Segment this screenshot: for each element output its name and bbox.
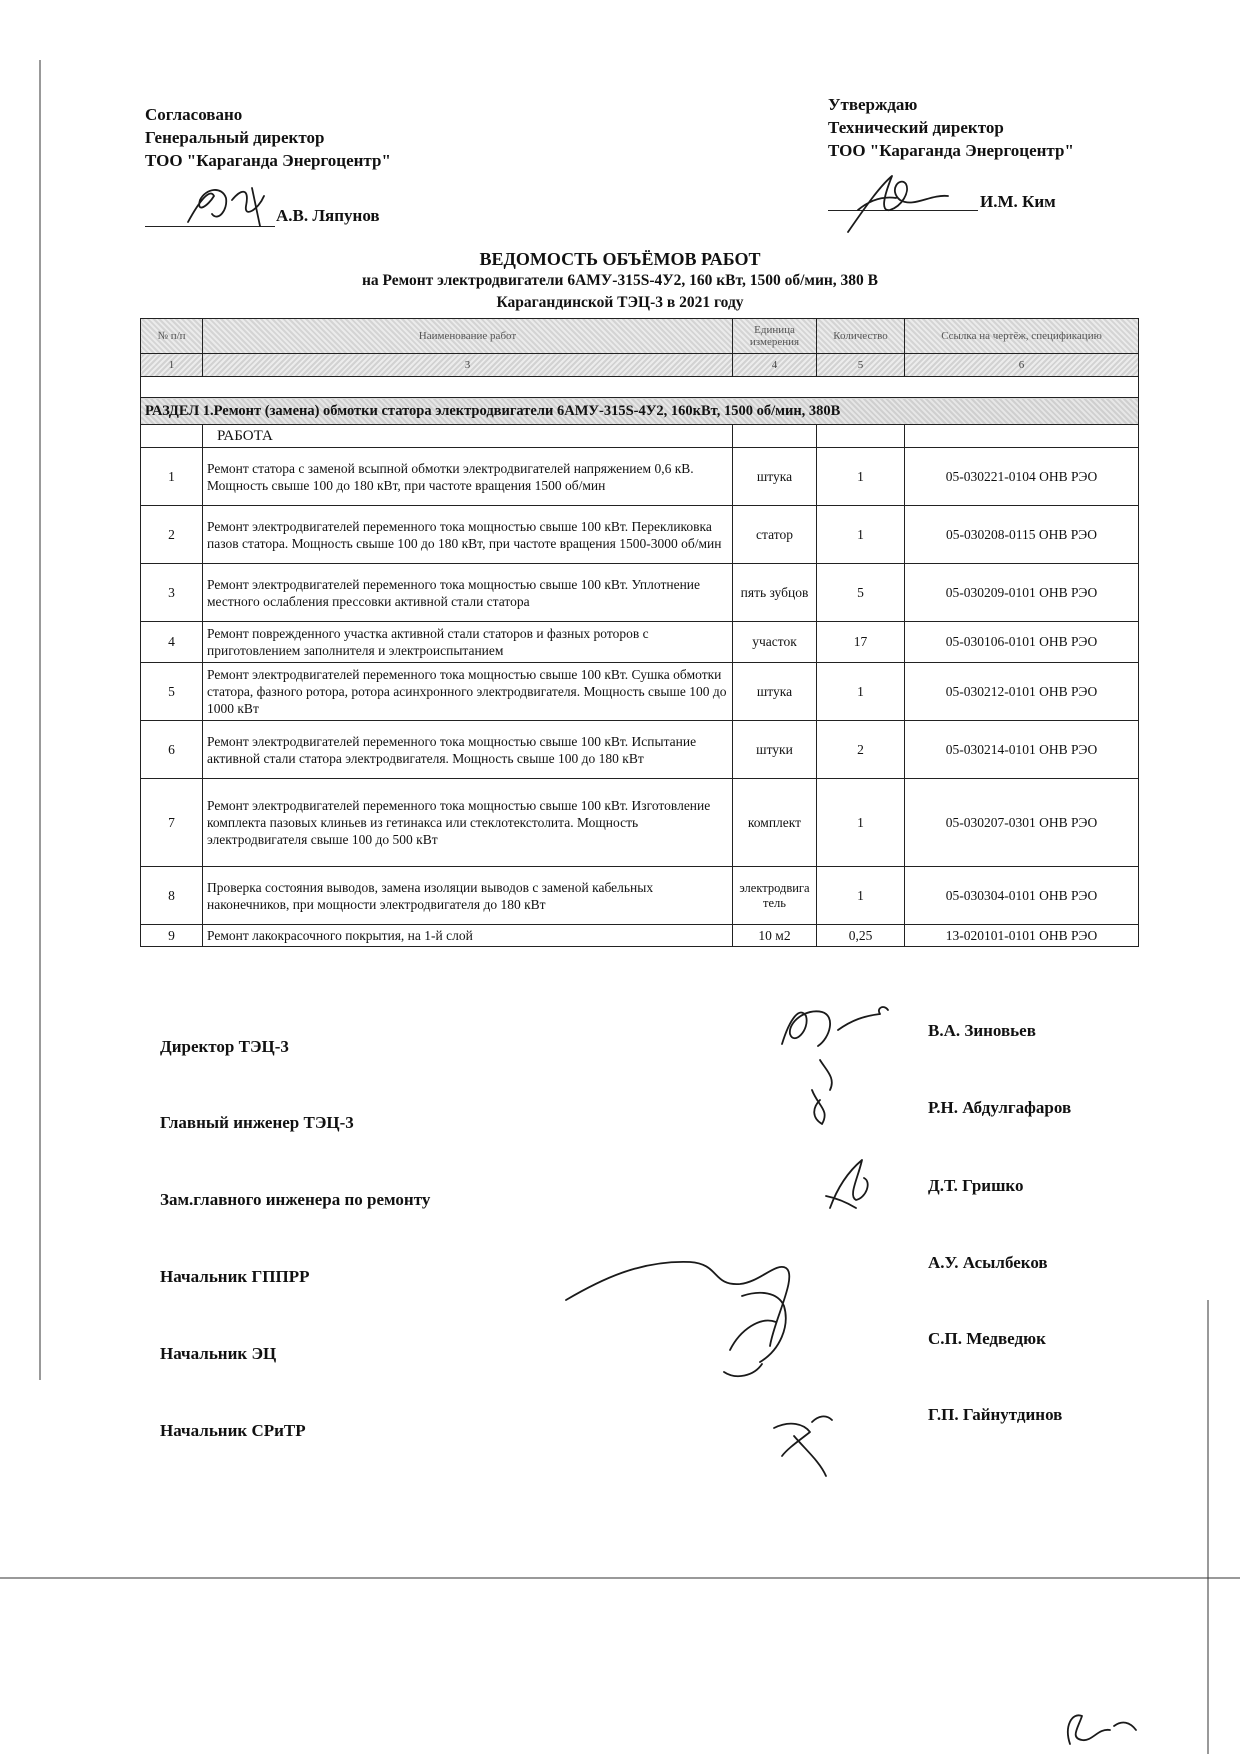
row-ref: 05-030208-0115 ОНВ РЭО <box>905 506 1139 564</box>
colnum-5: 5 <box>817 354 905 377</box>
header-num: № п/п <box>141 319 203 354</box>
document-subtitle-2: Карагандинской ТЭЦ-3 в 2021 году <box>496 294 744 311</box>
row-num: 5 <box>141 663 203 721</box>
approval-right-signer: И.М. Ким <box>980 192 1056 211</box>
row-qty: 1 <box>817 779 905 867</box>
approval-right-line1: Утверждаю <box>828 95 918 114</box>
approval-left-line1: Согласовано <box>145 105 243 124</box>
signature-kim <box>848 176 948 232</box>
signatory-position-5: Начальник ЭЦ <box>160 1344 277 1363</box>
signatory-position-4: Начальник ГППРР <box>160 1267 310 1286</box>
row-qty: 1 <box>817 663 905 721</box>
section-title: РАЗДЕЛ 1.Ремонт (замена) обмотки статора электродвигатели 6АМУ-315S-4У2, 160кВт, 1500 об/мин, 380В <box>141 398 1139 425</box>
header-name: Наименование работ <box>203 319 733 354</box>
signatory-name-1: В.А. Зиновьев <box>928 1021 1036 1040</box>
approval-right-line2: Технический директор <box>828 118 1004 137</box>
signature-asylbekov <box>566 1262 789 1376</box>
approval-left-signer: А.В. Ляпунов <box>276 206 380 225</box>
row-ref: 05-030214-0101 ОНВ РЭО <box>905 721 1139 779</box>
approval-left-line2: Генеральный директор <box>145 128 325 147</box>
row-unit: участок <box>733 622 817 663</box>
row-num: 8 <box>141 867 203 925</box>
table-row <box>141 925 1139 947</box>
row-num: 4 <box>141 622 203 663</box>
row-ref: 05-030106-0101 ОНВ РЭО <box>905 622 1139 663</box>
row-ref: 05-030209-0101 ОНВ РЭО <box>905 564 1139 622</box>
colnum-4: 4 <box>733 354 817 377</box>
document-subtitle-1: на Ремонт электродвигатели 6АМУ-315S-4У2, 160 кВт, 1500 об/мин, 380 В <box>361 272 879 289</box>
colnum-3: 3 <box>203 354 733 377</box>
approval-right-sign-line <box>828 210 978 211</box>
row-qty: 17 <box>817 622 905 663</box>
row-name: Ремонт поврежденного участка активной стали статоров и фазных роторов с приготовлением заполнителя и электроиспытанием <box>203 622 733 663</box>
row-unit: статор <box>733 506 817 564</box>
header-unit: Единица измерения <box>733 319 817 354</box>
row-qty: 1 <box>817 867 905 925</box>
section-row <box>141 398 1139 425</box>
row-name: Ремонт электродвигателей переменного тока мощностью свыше 100 кВт. Испытание активной стали статора электродвигателя. Мощность свыше 100 до 180 кВт <box>203 721 733 779</box>
signatory-position-3: Зам.главного инженера по ремонту <box>160 1190 431 1209</box>
row-name: Ремонт электродвигателей переменного тока мощностью свыше 100 кВт. Уплотнение местного ослабления прессовки активной стали статора <box>203 564 733 622</box>
approval-right-line3: ТОО "Караганда Энергоцентр" <box>828 141 1074 160</box>
signatory-position-1: Директор ТЭЦ-3 <box>160 1037 289 1056</box>
row-name: Ремонт электродвигателей переменного тока мощностью свыше 100 кВт. Изготовление комплекта пазовых клиньев из гетинакса или стеклотекстолита. Мощность электродвигателя свыше 100 до 500 кВт <box>203 779 733 867</box>
row-qty: 1 <box>817 448 905 506</box>
signature-abdulgafarov <box>826 1160 868 1208</box>
row-unit: электродвигатель <box>733 867 817 925</box>
row-name: Ремонт статора с заменой всыпной обмотки электродвигателей напряжением 0,6 кВ. Мощность свыше 100 до 180 кВт, при частоте вращения 1500 об/мин <box>203 448 733 506</box>
header-ref: Ссылка на чертёж, спецификацию <box>905 319 1139 354</box>
row-num: 7 <box>141 779 203 867</box>
row-name: Ремонт электродвигателей переменного тока мощностью свыше 100 кВт. Сушка обмотки статора, фазного ротора, ротора асинхронного электродвигателя. Мощность свыше 100 до 1000 кВт <box>203 663 733 721</box>
row-unit: штука <box>733 663 817 721</box>
row-unit: штука <box>733 448 817 506</box>
document-title: ВЕДОМОСТЬ ОБЪЁМОВ РАБОТ <box>479 249 761 269</box>
column-number-row <box>141 354 1139 377</box>
signatory-name-6: Г.П. Гайнутдинов <box>928 1405 1063 1424</box>
row-ref: 05-030304-0101 ОНВ РЭО <box>905 867 1139 925</box>
row-unit: 10 м2 <box>733 925 817 947</box>
table-row <box>141 663 1139 721</box>
header-qty: Количество <box>817 319 905 354</box>
row-qty: 2 <box>817 721 905 779</box>
signature-initials <box>1068 1715 1136 1744</box>
row-num: 1 <box>141 448 203 506</box>
signatory-name-2: Р.Н. Абдулгафаров <box>928 1098 1072 1117</box>
row-qty: 0,25 <box>817 925 905 947</box>
signatory-position-6: Начальник СРиТР <box>160 1421 306 1440</box>
row-name: Ремонт электродвигателей переменного тока мощностью свыше 100 кВт. Перекликовка пазов статора. Мощность свыше 100 до 180 кВт, при частоте вращения 1500-3000 об/мин <box>203 506 733 564</box>
table-row <box>141 779 1139 867</box>
table-row <box>141 721 1139 779</box>
approval-left-line3: ТОО "Караганда Энергоцентр" <box>145 151 391 170</box>
row-name: Проверка состояния выводов, замена изоляции выводов с заменой кабельных наконечников, при мощности электродвигателя до 180 кВт <box>203 867 733 925</box>
table-row <box>141 448 1139 506</box>
approval-right <box>828 93 1074 162</box>
signatory-name-5: С.П. Медведюк <box>928 1329 1046 1348</box>
row-num: 9 <box>141 925 203 947</box>
row-unit: штуки <box>733 721 817 779</box>
row-ref: 13-020101-0101 ОНВ РЭО <box>905 925 1139 947</box>
signatory-position-2: Главный инженер ТЭЦ-3 <box>160 1113 354 1132</box>
colnum-6: 6 <box>905 354 1139 377</box>
signature-lyapunov <box>188 188 264 226</box>
table-row <box>141 622 1139 663</box>
table-header-row <box>141 319 1139 354</box>
colnum-1: 1 <box>141 354 203 377</box>
row-num: 2 <box>141 506 203 564</box>
row-ref: 05-030207-0301 ОНВ РЭО <box>905 779 1139 867</box>
subsection-row <box>141 425 1139 448</box>
table-row <box>141 506 1139 564</box>
works-table <box>140 318 1139 947</box>
approval-left <box>145 103 391 172</box>
signatory-name-4: А.У. Асылбеков <box>928 1253 1048 1272</box>
signatory-name-3: Д.Т. Гришко <box>928 1176 1024 1195</box>
row-qty: 1 <box>817 506 905 564</box>
row-num: 6 <box>141 721 203 779</box>
row-num: 3 <box>141 564 203 622</box>
table-row <box>141 867 1139 925</box>
signature-gainutdinov <box>774 1416 832 1476</box>
row-qty: 5 <box>817 564 905 622</box>
row-unit: комплект <box>733 779 817 867</box>
approval-left-sign-line <box>145 226 275 227</box>
row-unit: пять зубцов <box>733 564 817 622</box>
row-ref: 05-030212-0101 ОНВ РЭО <box>905 663 1139 721</box>
blank-row <box>141 377 1139 398</box>
row-ref: 05-030221-0104 ОНВ РЭО <box>905 448 1139 506</box>
row-name: Ремонт лакокрасочного покрытия, на 1-й слой <box>203 925 733 947</box>
signature-zinoviev <box>782 1007 888 1124</box>
subsection-title: РАБОТА <box>203 425 733 448</box>
table-row <box>141 564 1139 622</box>
